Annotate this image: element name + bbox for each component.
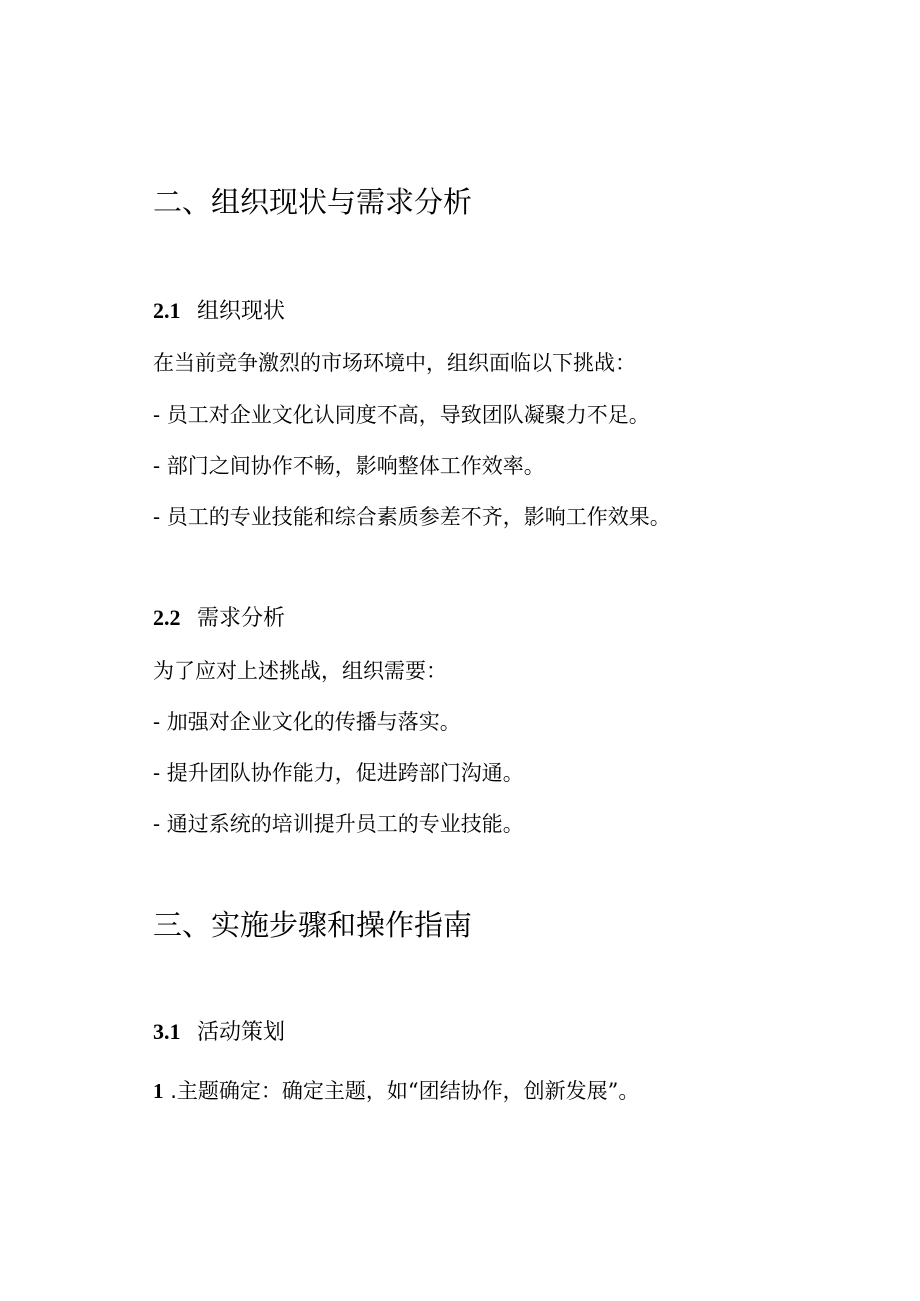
list-item: - 员工的专业技能和综合素质参差不齐，影响工作效果。	[153, 505, 671, 529]
subsection-heading-2-1	[153, 297, 285, 326]
subsection-heading-3-1	[153, 1018, 285, 1047]
subsection-number: 3.1	[153, 1019, 181, 1044]
subsection-number: 2.1	[153, 298, 181, 323]
subsection-title: 组织现状	[197, 299, 286, 324]
numbered-item-1	[153, 1077, 639, 1105]
subsection-title: 活动策划	[197, 1020, 286, 1045]
list-item: - 员工对企业文化认同度不高，导致团队凝聚力不足。	[153, 403, 650, 427]
list-item: - 提升团队协作能力，促进跨部门沟通。	[153, 761, 524, 785]
subsection-title: 需求分析	[197, 606, 286, 631]
subsection-heading-2-2	[153, 604, 285, 633]
item-colon: ：	[260, 1079, 282, 1103]
item-text: 确定主题，如“团结协作，创新发展”。	[281, 1079, 640, 1103]
list-item: - 通过系统的培训提升员工的专业技能。	[153, 812, 524, 836]
paragraph-intro-2-2: 为了应对上述挑战，组织需要：	[153, 659, 447, 683]
section-heading-2: 二、组织现状与需求分析	[153, 185, 473, 219]
list-item: - 部门之间协作不畅，影响整体工作效率。	[153, 454, 545, 478]
list-item: - 加强对企业文化的传播与落实。	[153, 710, 461, 734]
paragraph-intro-2-1: 在当前竞争激烈的市场环境中，组织面临以下挑战：	[153, 351, 636, 375]
item-number: 1	[153, 1079, 164, 1103]
item-label: .主题确定	[170, 1079, 261, 1103]
section-heading-3: 三、实施步骤和操作指南	[153, 908, 473, 942]
subsection-number: 2.2	[153, 605, 181, 630]
